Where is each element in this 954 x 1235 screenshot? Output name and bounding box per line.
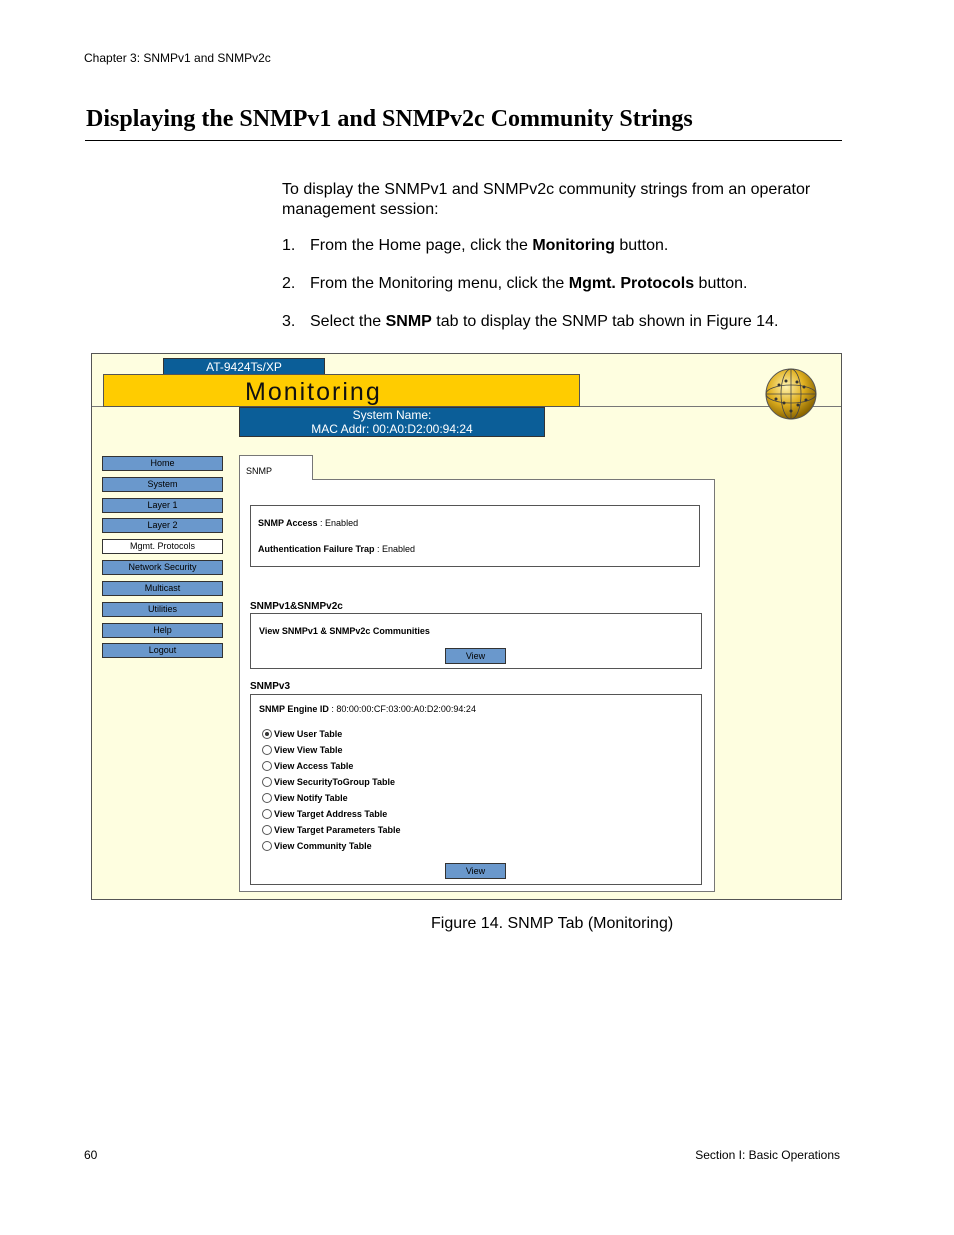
nav-system-button[interactable]: System — [102, 477, 223, 492]
snmpv3-option[interactable] — [262, 745, 343, 755]
monitoring-banner-title: Monitoring — [245, 378, 382, 406]
nav-logout-button[interactable]: Logout — [102, 643, 223, 658]
intro-paragraph: To display the SNMPv1 and SNMPv2c community strings from an operator management session: — [282, 181, 811, 218]
snmpv3-option-label: View Target Parameters Table — [274, 825, 401, 835]
radio-button-icon[interactable] — [262, 809, 272, 819]
snmpv3-box — [250, 694, 702, 885]
view-snmpv3-button[interactable]: View — [445, 863, 506, 879]
snmp-status-box — [250, 505, 700, 567]
nav-mgmt-protocols-button[interactable]: Mgmt. Protocols — [102, 539, 223, 554]
radio-button-icon[interactable] — [262, 761, 272, 771]
nav-home-button[interactable]: Home — [102, 456, 223, 471]
snmp-tab-panel — [239, 479, 715, 892]
snmpv3-option-label: View Access Table — [274, 761, 354, 771]
page-number: 60 — [84, 1148, 98, 1162]
radio-button-icon[interactable] — [262, 729, 272, 739]
view-communities-label: View SNMPv1 & SNMPv2c Communities — [259, 626, 430, 636]
system-name: System Name: — [352, 408, 432, 422]
auth-failure-trap-row: Authentication Failure Trap : Enabled — [258, 544, 416, 554]
snmpv3-option-label: View Notify Table — [274, 793, 348, 803]
radio-button-icon[interactable] — [262, 793, 272, 803]
snmpv3-option-label: View View Table — [274, 745, 343, 755]
snmp-access-row: SNMP Access : Enabled — [258, 518, 359, 528]
mac-address: MAC Addr: 00:A0:D2:00:94:24 — [311, 422, 473, 436]
snmpv3-option[interactable] — [262, 729, 342, 739]
snmpv3-option-label: View SecurityToGroup Table — [274, 777, 396, 787]
step-2: 2. From the Monitoring menu, click the Mgmt. Protocols button. — [282, 275, 748, 292]
snmpv3-option-label: View Target Address Table — [274, 809, 388, 819]
nav-multicast-button[interactable]: Multicast — [102, 581, 223, 596]
figure-snmp-tab — [91, 353, 842, 900]
step-1: 1. From the Home page, click the Monitoring button. — [282, 237, 669, 254]
radio-button-icon[interactable] — [262, 841, 272, 851]
title-rule — [85, 140, 842, 141]
snmpv3-option-label: View Community Table — [274, 841, 372, 851]
radio-button-icon[interactable] — [262, 825, 272, 835]
system-info-box — [239, 407, 545, 437]
snmpv3-option[interactable] — [262, 777, 395, 787]
snmpv1-v2c-box — [250, 613, 702, 669]
snmpv3-section-title: SNMPv3 — [250, 681, 291, 692]
device-model-label: AT-9424Ts/XP — [163, 358, 325, 376]
snmpv3-option[interactable] — [262, 793, 348, 803]
snmpv3-option[interactable] — [262, 841, 372, 851]
nav-utilities-button[interactable]: Utilities — [102, 602, 223, 617]
snmpv3-option-label: View User Table — [274, 729, 343, 739]
radio-button-icon[interactable] — [262, 745, 272, 755]
snmpv3-option[interactable] — [262, 825, 401, 835]
nav-layer2-button[interactable]: Layer 2 — [102, 518, 223, 533]
figure-caption: Figure 14. SNMP Tab (Monitoring) — [431, 915, 674, 932]
snmpv3-option[interactable] — [262, 761, 353, 771]
step-3: 3. Select the SNMP tab to display the SNMP tab shown in Figure 14. — [282, 313, 779, 330]
tab-snmp[interactable]: SNMP — [239, 455, 313, 480]
snmpv3-option[interactable] — [262, 809, 387, 819]
globe-logo-icon — [764, 367, 818, 421]
section-title: Displaying the SNMPv1 and SNMPv2c Community Strings — [86, 106, 693, 132]
radio-button-icon[interactable] — [262, 777, 272, 787]
nav-help-button[interactable]: Help — [102, 623, 223, 638]
nav-layer1-button[interactable]: Layer 1 — [102, 498, 223, 513]
view-communities-button[interactable]: View — [445, 648, 506, 664]
section-footer: Section I: Basic Operations — [695, 1148, 840, 1162]
engine-id-row: SNMP Engine ID : 80:00:00:CF:03:00:A0:D2:00:94:24 — [259, 704, 476, 714]
snmpv1-v2c-section-title: SNMPv1&SNMPv2c — [250, 601, 343, 612]
nav-network-security-button[interactable]: Network Security — [102, 560, 223, 575]
chapter-header: Chapter 3: SNMPv1 and SNMPv2c — [84, 51, 271, 65]
